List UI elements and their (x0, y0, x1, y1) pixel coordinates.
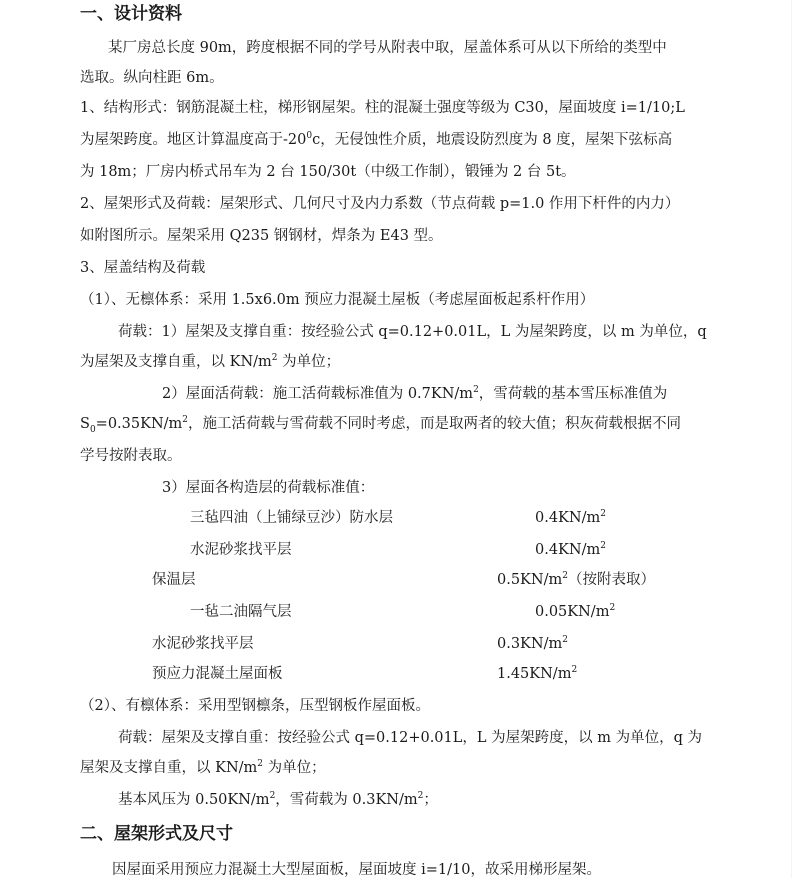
paragraph-line (162, 384, 667, 404)
layer-value (497, 664, 577, 684)
layer-value (535, 508, 606, 528)
paragraph-line: 某厂房总长度 90m，跨度根据不同的学号从附表中取，屋盖体系可从以下所给的类型中 (108, 40, 667, 56)
superscript: 2 (600, 509, 606, 520)
layer-value (497, 570, 655, 590)
superscript: 2 (473, 385, 479, 396)
text-run: 屋架及支撑自重，以 KN/m (80, 760, 258, 776)
layer-name: 三毡四油（上铺绿豆沙）防水层 (190, 510, 393, 526)
layer-name: 一毡二油隔气层 (190, 604, 292, 620)
paragraph-line: 为 18m；厂房内桥式吊车为 2 台 150/30t（中级工作制），锻锤为 2 台 5t。 (80, 164, 576, 180)
layer-name: 预应力混凝土屋面板 (152, 666, 283, 682)
superscript: 2 (182, 415, 188, 426)
paragraph-line (118, 790, 438, 810)
text-run: 2）屋面活荷载：施工活荷载标准值为 0.7KN/m (162, 386, 474, 402)
paragraph-line: 选取。纵向柱距 6m。 (80, 70, 224, 86)
value-text: 0.3KN/m (497, 636, 563, 652)
paragraph-line: 荷载：1）屋架及支撑自重：按经验公式 q=0.12+0.01L，L 为屋架跨度，以 m 为单位，q (118, 324, 707, 340)
superscript: 0 (306, 131, 313, 142)
paragraph-line (80, 758, 326, 778)
text-run: ，雪荷载为 0.3KN/m (275, 792, 418, 808)
paragraph-line: （1）、无檩体系：采用 1.5x6.0m 预应力混凝土屋板（考虑屋面板起系杆作用） (80, 292, 595, 308)
layer-name: 水泥砂浆找平层 (152, 636, 254, 652)
paragraph-line: 如附图所示。屋架采用 Q235 钢钢材，焊条为 E43 型。 (80, 228, 443, 244)
layer-value (497, 634, 568, 654)
text-run: ，施工活荷载与雪荷载不同时考虑，而是取两者的较大值；积灰荷载根据不同 (188, 416, 681, 432)
paragraph-line: 1、结构形式：钢筋混凝土柱，梯形钢屋架。柱的混凝土强度等级为 C30，屋面坡度 i=1/10;L (80, 100, 685, 116)
superscript: 2 (571, 665, 578, 676)
superscript: 2 (562, 571, 568, 582)
value-text: 0.4KN/m (535, 510, 601, 526)
text-run: ； (423, 792, 438, 808)
superscript: 2 (600, 541, 606, 552)
text-run: 为屋架跨度。地区计算温度高于 (80, 132, 283, 148)
paragraph-line: 学号按附表取。 (80, 448, 182, 464)
subscript: 0 (89, 424, 96, 435)
superscript: 2 (562, 635, 568, 646)
text-run: 为屋架及支撑自重，以 KN/m (80, 354, 272, 370)
layer-note: （按附表取） (567, 572, 655, 588)
text-run: 为单位； (277, 354, 341, 370)
paragraph-line (80, 130, 672, 150)
section-heading-design-data: 一、设计资料 (80, 4, 182, 24)
paragraph-line: 3）屋面各构造层的荷载标准值： (162, 480, 375, 496)
paragraph-line: 3、屋盖结构及荷载 (80, 260, 206, 276)
layer-name: 水泥砂浆找平层 (190, 542, 292, 558)
text-run: 基本风压为 0.50KN/m (118, 792, 270, 808)
superscript: 2 (609, 603, 616, 614)
layer-value (535, 602, 615, 622)
value-text: 0.5KN/m (497, 572, 563, 588)
paragraph-line: （2）、有檩体系：采用型钢檩条，压型钢板作屋面板。 (80, 698, 430, 714)
superscript: 2 (271, 353, 278, 364)
paragraph-line (80, 414, 681, 434)
text-run: ，雪荷载的基本雪压标准值为 (478, 386, 668, 402)
superscript: 2 (417, 791, 424, 802)
paragraph-line: 荷载：屋架及支撑自重：按经验公式 q=0.12+0.01L，L 为屋架跨度，以 m 为单位，q 为 (118, 730, 702, 746)
paragraph-line (80, 352, 340, 372)
superscript: 2 (257, 759, 263, 770)
text-run: -20 (283, 132, 307, 148)
value-text: 0.4KN/m (535, 542, 601, 558)
text-run: 为单位； (263, 760, 326, 776)
paragraph-line: 2、屋架形式及荷载：屋架形式、几何尺寸及内力系数（节点荷载 p=1.0 作用下杆件的内力） (80, 196, 680, 212)
superscript: 2 (269, 791, 276, 802)
text-run: S (80, 416, 90, 432)
value-text: 1.45KN/m (497, 666, 572, 682)
text-run: c，无侵蚀性介质，地震设防烈度为 8 度，屋架下弦标高 (312, 132, 673, 148)
layer-name: 保温层 (152, 572, 196, 588)
section-heading-truss-form: 二、屋架形式及尺寸 (80, 824, 233, 844)
value-text: 0.05KN/m (535, 604, 610, 620)
layer-value (535, 540, 606, 560)
paragraph-line: 因屋面采用预应力混凝土大型屋面板，屋面坡度 i=1/10，故采用梯形屋架。 (112, 862, 601, 878)
text-run: =0.35KN/m (95, 416, 183, 432)
